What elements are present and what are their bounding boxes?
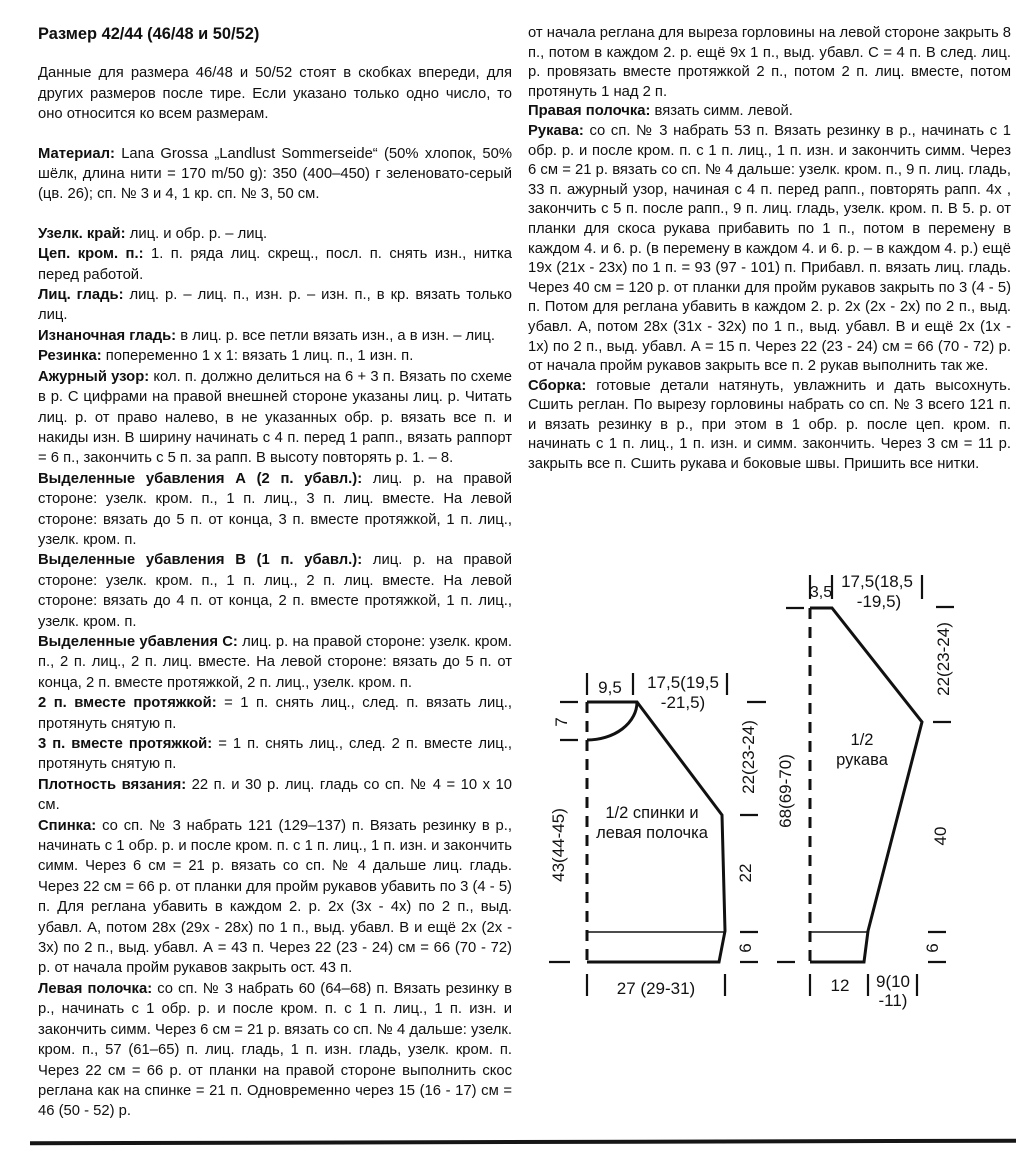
left-column-paragraph-1 bbox=[38, 24, 512, 44]
left-column-paragraph-16-text: со сп. № 3 набрать 121 (129–137) п. Вязать резинку в р., начинать с 1 обр. р. и после кром. п. с 1 п. лиц., 1 п. изн. и закончить симм. Через 6 см = 21 р. вязать со сп. № 4 дальше лиц. гладь. Через 22 см = 66 р. от планки для пройм рукавов убавить по 3 (4 - 5) п. Для реглана убавить в каждом 2. р. 2x (3x - 4x) по 2 п., выд. убавл. А, потом 28x (29x - 28x) по 1 п., выд. убавл. В и ещё 2x (2x - 3x) по 2 п., выд. убавл. А = 43 п. Через 22 (23 - 24) см = 66 (70 - 72) р. от начала пройм рукавов закрыть ост. 43 п. bbox=[38, 817, 512, 977]
sleeve-piece-outline bbox=[810, 608, 922, 962]
right-column-paragraph-3-label: Рукава: bbox=[528, 122, 590, 139]
left-column-paragraph-6-label: Лиц. гладь: bbox=[38, 287, 130, 304]
left-column-paragraph-10-label: Выделенные убавления А (2 п. убавл.): bbox=[38, 470, 373, 487]
left-column-paragraph-17-text: со сп. № 3 набрать 60 (64–68) п. Вязать резинку в р., начинать с 1 обр. р. и после кром. п. с 1 п. лиц., 1 п. изн. и закончить симм. Через 6 см = 21 р. вязать со сп. № 4 дальше: узелк. кром. п., 57 (61–65) п. лиц. гладь, 1 п. изн. гладь, узелк. кром. п. Через 22 см = 66 р. от планки на правой стороне выполнить скос реглана как на спинке = 21 п. Одновременно через 15 (16 - 17) см = 46 (50 - 52) р. bbox=[38, 980, 512, 1120]
left-column-paragraph-11-text: лиц. р. на правой стороне: узелк. кром. п., 1 п. лиц., 2 п. лиц. вместе. На левой стороне: вязать до 4 п. от конца, 2 п. вместе протяжкой, 1 п. лиц., узелк. кром. п. bbox=[38, 552, 512, 630]
sleeve-piece-name-line2: рукава bbox=[836, 751, 888, 769]
right-column-paragraph-1-text: от начала реглана для выреза горловины на левой стороне закрыть 8 п., потом в каждом 2. р. ещё 9x 1 п., выд. убавл. С = 4 п. В след. лиц. р. провязать вместе протяжкой 2 п., потом 2 п. лиц. вместе, потом протянуть 1 над 2 п. bbox=[528, 25, 1011, 100]
left-column-paragraph-14-label: 3 п. вместе протяжкой: bbox=[38, 736, 219, 752]
back-raglan-height-label: 22(23-24) bbox=[739, 720, 758, 794]
left-column-paragraph-5-text: 1. п. ряда лиц. скрещ., посл. п. снять изн., нитка перед работой. bbox=[38, 246, 512, 283]
sleeve-top-width-small-label: 3,5 bbox=[809, 584, 833, 601]
right-column-paragraph-2-label: Правая полочка: bbox=[528, 103, 655, 120]
sleeve-raglan-height-label: 22(23-24) bbox=[934, 622, 953, 696]
left-column-paragraph-5 bbox=[38, 244, 512, 285]
back-rib-height-label: 6 bbox=[736, 943, 755, 953]
sleeve-taper-width-label-line2: -11) bbox=[878, 991, 908, 1010]
left-column-paragraph-7-label: Изнаночная гладь: bbox=[38, 327, 181, 344]
left-column-paragraph-2 bbox=[38, 63, 512, 124]
back-piece-name-line1: 1/2 спинки и bbox=[605, 804, 699, 822]
left-column-paragraph-10-text: лиц. р. на правой стороне: узелк. кром. п., 1 п. лиц., 3 п. лиц. вместе. На левой стороне: вязать до 5 п. от конца, 3 п. вместе протяжкой, 1 п. лиц., узелк. кром. п. bbox=[38, 470, 512, 548]
left-column-paragraph-1-text: Размер 42/44 (46/48 и 50/52) bbox=[38, 25, 260, 43]
left-column-paragraph-8-label: Резинка: bbox=[38, 348, 106, 365]
left-column-paragraph-10 bbox=[38, 469, 512, 551]
back-front-neck-curve bbox=[587, 702, 637, 740]
right-column-paragraph-4-text: готовые детали натянуть, увлажнить и дать высохнуть. Сшить реглан. По вырезу горловины набрать со сп. № 3 всего 121 п. и вязать резинку в р., при этом в 1 обр. р. после цеп. кром. п. начинать с 1 п. лиц., 1 п. изн. и симм. закончить. Через 3 см = 11 р. закрыть все п. Сшить рукава и боковые швы. Пришить все нитки. bbox=[528, 377, 1012, 473]
right-column-paragraph-3-text: со сп. № 3 набрать 53 п. Вязать резинку в р., начинать с 1 обр. р. и после кром. п. с 1 п. лиц., 1 п. изн. и закончить симм. Через 6 см = 21 р. вязать со сп. № 4 дальше: узелк. кром. п., 9 п. лиц. гладь, 33 п. ажурный узор, начиная с 4 п. перед рапп., повторять рапп. 4x , закончить с 5 п. после рапп., 9 п. лиц. гладь, узелк. кром. п. В 5. р. от планки для скоса рукава прибавить по 1 п., потом в перемену в каждом 4. и 6. р. (в перемену в каждом 4. и 6. р. – в каждом 4. р.) ещё 19x (21x - 23x) по 1 п. = 93 (97 - 101) п. Прибавл. п. вязать лиц. гладь. Через 40 см = 120 р. от планки для пройм рукавов закрыть по 3 (4 - 5) п. Потом для реглана убавить в каждом 2. р. 2x (2x - 2x) по 2 п., выд. убавл. А, потом 28x (31x - 32x) по 1 п., выд. убавл. В и ещё 2x (1x - 1x) по 2 п., выд. убавл. А = 15 п. Через 22 (23 - 24) см = 66 (70 - 72) р. от начала пройм рукавов закрыть все п. 2 рукав выполнить так же. bbox=[528, 122, 1012, 375]
back-top-width-large-label-line1: 17,5(19,5 bbox=[647, 673, 719, 692]
right-column-paragraph-4 bbox=[528, 377, 1011, 475]
sleeve-top-width-large-label-line2: -19,5) bbox=[856, 592, 902, 611]
sleeve-total-height-label: 68(69-70) bbox=[776, 754, 795, 828]
bottom-divider bbox=[30, 1139, 1016, 1146]
left-column-paragraph-6-text: лиц. р. – лиц. п., изн. р. – изн. п., в кр. вязать только лиц. bbox=[38, 287, 512, 324]
left-column-paragraph-17-label: Левая полочка: bbox=[38, 980, 158, 997]
left-column-paragraph-12 bbox=[38, 632, 512, 693]
sleeve-rib-height-label: 6 bbox=[923, 943, 942, 953]
left-column-paragraph-2-text: Данные для размера 46/48 и 50/52 стоят в скобках впереди, для других размеров после тире. Если указано только одно число, то оно относится ко всем размерам. bbox=[38, 65, 512, 123]
right-column bbox=[528, 24, 1011, 475]
left-column-paragraph-17 bbox=[38, 979, 512, 1122]
left-column-paragraph-3-text: Lana Grossa „Landlust Sommerseide“ (50% хлопок, 50% шёлк, длина нити = 170 m/50 g): 350 (400–450) г зеленовато-серый (цв. 26); сп. № 3 и 4, 1 кр. сп. № 3, 50 см. bbox=[38, 145, 512, 203]
left-column-paragraph-16-label: Спинка: bbox=[38, 817, 103, 834]
left-column bbox=[38, 24, 512, 1122]
back-top-width-large-label-line2: -21,5) bbox=[660, 693, 706, 712]
left-column-paragraph-3 bbox=[38, 144, 512, 205]
right-column-paragraph-2 bbox=[528, 102, 1011, 122]
right-column-paragraph-2-text: вязать симм. левой. bbox=[654, 103, 793, 120]
back-piece-name-line2: левая полочка bbox=[596, 824, 708, 842]
left-column-paragraph-4 bbox=[38, 224, 512, 244]
left-column-paragraph-15-label: Плотность вязания: bbox=[38, 776, 192, 793]
left-column-paragraph-16 bbox=[38, 816, 512, 979]
left-column-paragraph-15 bbox=[38, 775, 512, 816]
back-top-width-small-label: 9,5 bbox=[598, 678, 622, 697]
sleeve-upper-height-label: 40 bbox=[931, 826, 950, 846]
back-bottom-width-label: 27 (29-31) bbox=[616, 979, 696, 998]
left-column-paragraph-3-label: Материал: bbox=[38, 145, 122, 162]
left-column-paragraph-13-label: 2 п. вместе протяжкой: bbox=[38, 695, 225, 712]
left-column-paragraph-4-label: Узелк. край: bbox=[38, 225, 130, 242]
back-side-height-label: 22 bbox=[736, 863, 755, 883]
left-column-paragraph-8 bbox=[38, 346, 512, 366]
sleeve-solid-outline bbox=[810, 608, 922, 962]
right-column-paragraph-1 bbox=[528, 24, 1011, 102]
sleeve-piece-name-line1: 1/2 bbox=[850, 731, 874, 749]
left-column-paragraph-6 bbox=[38, 285, 512, 326]
left-column-paragraph-9-label: Ажурный узор: bbox=[38, 368, 154, 385]
left-column-paragraph-5-label: Цеп. кром. п.: bbox=[38, 246, 151, 263]
left-column-paragraph-13 bbox=[38, 693, 512, 734]
left-column-paragraph-4-text: лиц. и обр. р. – лиц. bbox=[129, 225, 268, 242]
left-column-paragraph-11-label: Выделенные убавления В (1 п. убавл.): bbox=[38, 552, 373, 569]
right-column-paragraph-4-label: Сборка: bbox=[528, 377, 597, 394]
left-column-paragraph-9-text: кол. п. должно делиться на 6 + 3 п. Вязать по схеме в р. С цифрами на правой внешней стороне указаны лиц. р. Читать лиц. р. от право налево, в не указанных обр. р. вязать все п. и накиды изн. В ширину начинать с 4 п. перед 1 рапп., вязать раппорт = 6 п., закончить с 5 п. за рапп. В высоту повторять р. 1. – 8. bbox=[38, 368, 512, 467]
left-column-paragraph-7 bbox=[38, 326, 512, 346]
left-column-paragraph-9 bbox=[38, 367, 512, 469]
left-column-paragraph-7-text: в лиц. р. все петли вязать изн., а в изн. – лиц. bbox=[180, 327, 496, 344]
left-column-paragraph-14-text: = 1 п. снять лиц., след. 2 п. вместе лиц., протянуть снятую п. bbox=[38, 736, 512, 773]
pattern-schematic bbox=[530, 555, 1021, 1020]
back-neck-depth-label: 7 bbox=[552, 717, 571, 727]
left-column-paragraph-15-text: 22 п. и 30 р. лиц. гладь со сп. № 4 = 10 х 10 см. bbox=[38, 776, 512, 814]
left-column-paragraph-14 bbox=[38, 734, 512, 775]
right-column-paragraph-3 bbox=[528, 122, 1011, 377]
left-column-paragraph-12-text: лиц. р. на правой стороне: узелк. кром. п., 2 п. лиц., 2 п. лиц. вместе. На левой стороне: вязать до 5 п. от конца, 2 п. вместе протяжкой, 2 п. лиц., узелк. кром. п. bbox=[38, 633, 512, 691]
left-column-paragraph-13-text: = 1 п. снять лиц., след. п. вязать лиц., протянуть снятую п. bbox=[38, 695, 512, 732]
back-total-height-label: 43(44-45) bbox=[549, 808, 568, 882]
left-column-paragraph-8-text: попеременно 1 х 1: вязать 1 лиц. п., 1 изн. п. bbox=[105, 348, 414, 365]
sleeve-bottom-width-label: 12 bbox=[830, 976, 850, 995]
sleeve-top-width-large-label-line1: 17,5(18,5 bbox=[841, 572, 913, 591]
sleeve-taper-width-label-line1: 9(10 bbox=[875, 972, 911, 991]
left-column-paragraph-11 bbox=[38, 550, 512, 632]
left-column-paragraph-12-label: Выделенные убавления С: bbox=[38, 633, 243, 650]
